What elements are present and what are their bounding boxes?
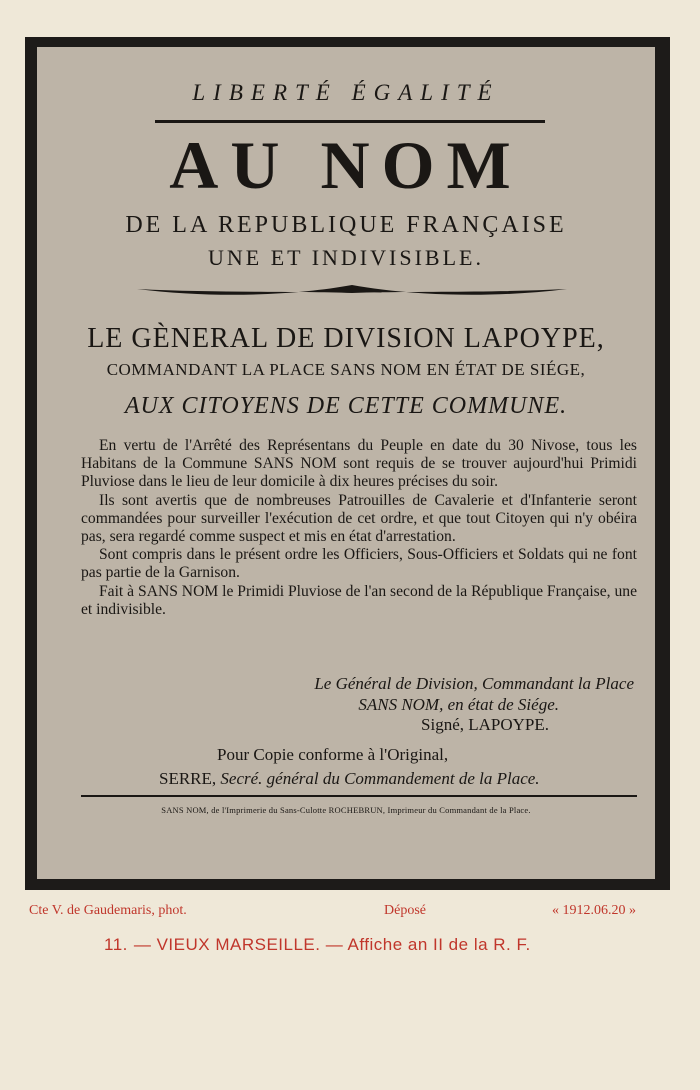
card-title-text: — VIEUX MARSEILLE. — Affiche an II de la R. F. <box>133 935 531 954</box>
photographer-credit: Cte V. de Gaudemaris, phot. <box>29 903 187 918</box>
printer-imprint: SANS NOM, de l'Imprimerie du Sans-Culotte ROCHEBRUN, Imprimeur du Commandant de la Place. <box>161 805 531 815</box>
signature-line-1: Le Général de Division, Commandant la Place <box>314 674 634 693</box>
signature-line-2: SANS NOM, en état de Siége. <box>358 695 559 714</box>
paragraph: En vertu de l'Arrêté des Représentans du Peuple en date du 30 Nivose, tous les Habitans de la Commune SANS NOM sont requis de se trouver aujourd'hui Primidi Pluviose dans le lieu de leur domicile à dix heures précises du soir. <box>81 437 637 491</box>
poster-frame <box>25 37 670 890</box>
motto: LIBERTÉ ÉGALITÉ <box>192 80 500 105</box>
citizens-address: AUX CITOYENS DE CETTE COMMUNE. <box>124 393 568 419</box>
paragraph: Fait à SANS NOM le Primidi Pluviose de l'an second de la République Française, une et indivisible. <box>81 582 637 618</box>
ornament-swash <box>137 281 567 301</box>
paragraph: Ils sont avertis que de nombreuses Patrouilles de Cavalerie et d'Infanterie seront commandées pour surveiller l'exécution de cet ordre, et que tout Citoyen qui n'y obéira pas, sera regardé comme suspect et mis en état d'arrestation. <box>81 491 637 546</box>
card-title <box>104 935 531 955</box>
copy-signature <box>159 769 540 789</box>
bottom-rule <box>81 795 637 797</box>
card-number: 11. <box>104 935 128 954</box>
headline: AU NOM <box>169 127 523 203</box>
republic-line-1: DE LA REPUBLIQUE FRANÇAISE <box>125 212 567 238</box>
poster <box>37 47 655 879</box>
republic-line-2: UNE ET INDIVISIBLE. <box>208 245 484 270</box>
copy-title: Secré. général du Commandement de la Place. <box>220 769 540 788</box>
paragraph: Sont compris dans le présent ordre les Officiers, Sous-Officiers et Soldats qui ne font pas partie de la Garnison. <box>81 546 637 582</box>
divider-rule <box>155 120 545 123</box>
signature-line-3: Signé, LAPOYPE. <box>421 715 549 734</box>
decree-body <box>81 437 637 619</box>
general-title: LE GÈNERAL DE DIVISION LAPOYPE, <box>87 323 605 354</box>
commandant-line: COMMANDANT LA PLACE SANS NOM EN ÉTAT DE SIÉGE, <box>106 360 586 379</box>
depose-mark: Déposé <box>384 903 426 918</box>
copy-line: Pour Copie conforme à l'Original, <box>217 745 449 764</box>
card-date: « 1912.06.20 » <box>552 903 636 918</box>
copy-name: SERRE, <box>159 769 217 788</box>
